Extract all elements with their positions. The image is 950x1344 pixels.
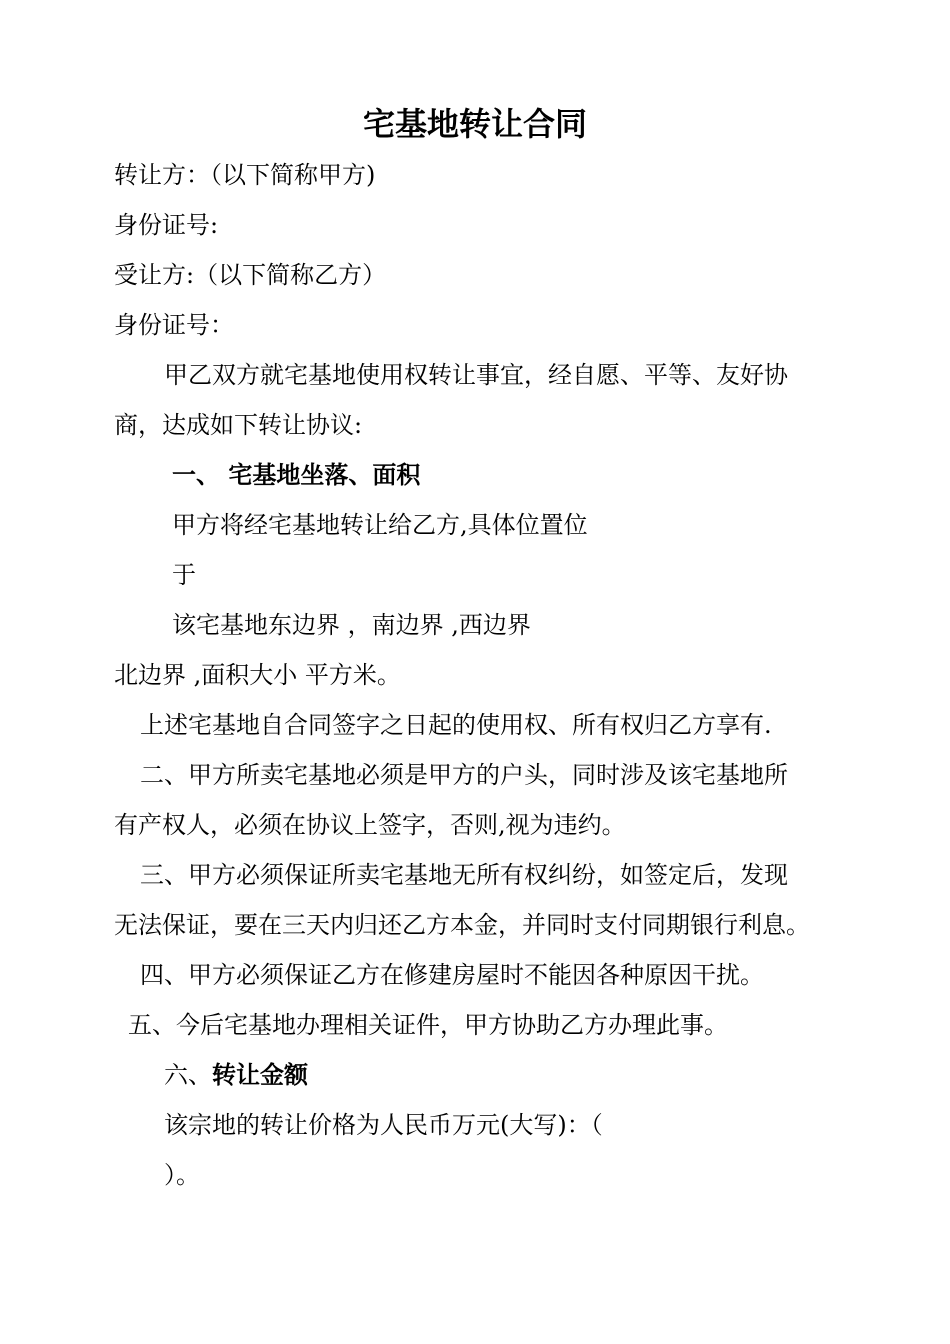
intro-line-2: 商，达成如下转让协议: [114, 411, 363, 439]
intro-line-1: 甲乙双方就宅基地使用权转让事宜，经自愿、平等、友好协 [164, 361, 788, 389]
section5-line: 五、今后宅基地办理相关证件，甲方协助乙方办理此事。 [128, 1011, 728, 1039]
document-title: 宅基地转让合同 [362, 105, 587, 143]
section6-line-2: ）。 [164, 1161, 200, 1189]
section3-line-1: 三、甲方必须保证所卖宅基地无所有权纠纷，如签定后，发现 [140, 861, 788, 889]
transferor-line: 转让方：（以下简称甲方) [114, 161, 376, 189]
section1-line-3: 该宅基地东边界 ，南边界 ,西边界 [172, 611, 531, 639]
section1-line-2: 于 [172, 561, 196, 589]
transferee-id-line: 身份证号： [114, 311, 234, 339]
section2-line-2: 有产权人，必须在协议上签字，否则,视为违约。 [114, 811, 626, 839]
section6-prefix: 六、 [164, 1061, 212, 1089]
transferee-line: 受让方:（以下简称乙方） [114, 261, 387, 289]
section4-line: 四、甲方必须保证乙方在修建房屋时不能因各种原因干扰。 [140, 961, 764, 989]
section1-heading: 一、 宅基地坐落、面积 [172, 461, 421, 489]
section2-line-1: 二、甲方所卖宅基地必须是甲方的户头，同时涉及该宅基地所 [140, 761, 788, 789]
section6-heading: 转让金额 [212, 1061, 308, 1089]
section1-line-5: 上述宅基地自合同签字之日起的使用权、所有权归乙方享有. [140, 711, 772, 739]
section1-line-1: 甲方将经宅基地转让给乙方,具体位置位 [172, 511, 588, 539]
section3-line-2: 无法保证，要在三天内归还乙方本金，并同时支付同期银行利息。 [114, 911, 810, 939]
transferor-id-line: 身份证号: [114, 211, 219, 239]
section6-line-1: 该宗地的转让价格为人民币万元(大写)：（ [164, 1111, 603, 1139]
section1-line-4: 北边界 ,面积大小 平方米。 [114, 661, 401, 689]
section6-heading-row [164, 1060, 308, 1090]
